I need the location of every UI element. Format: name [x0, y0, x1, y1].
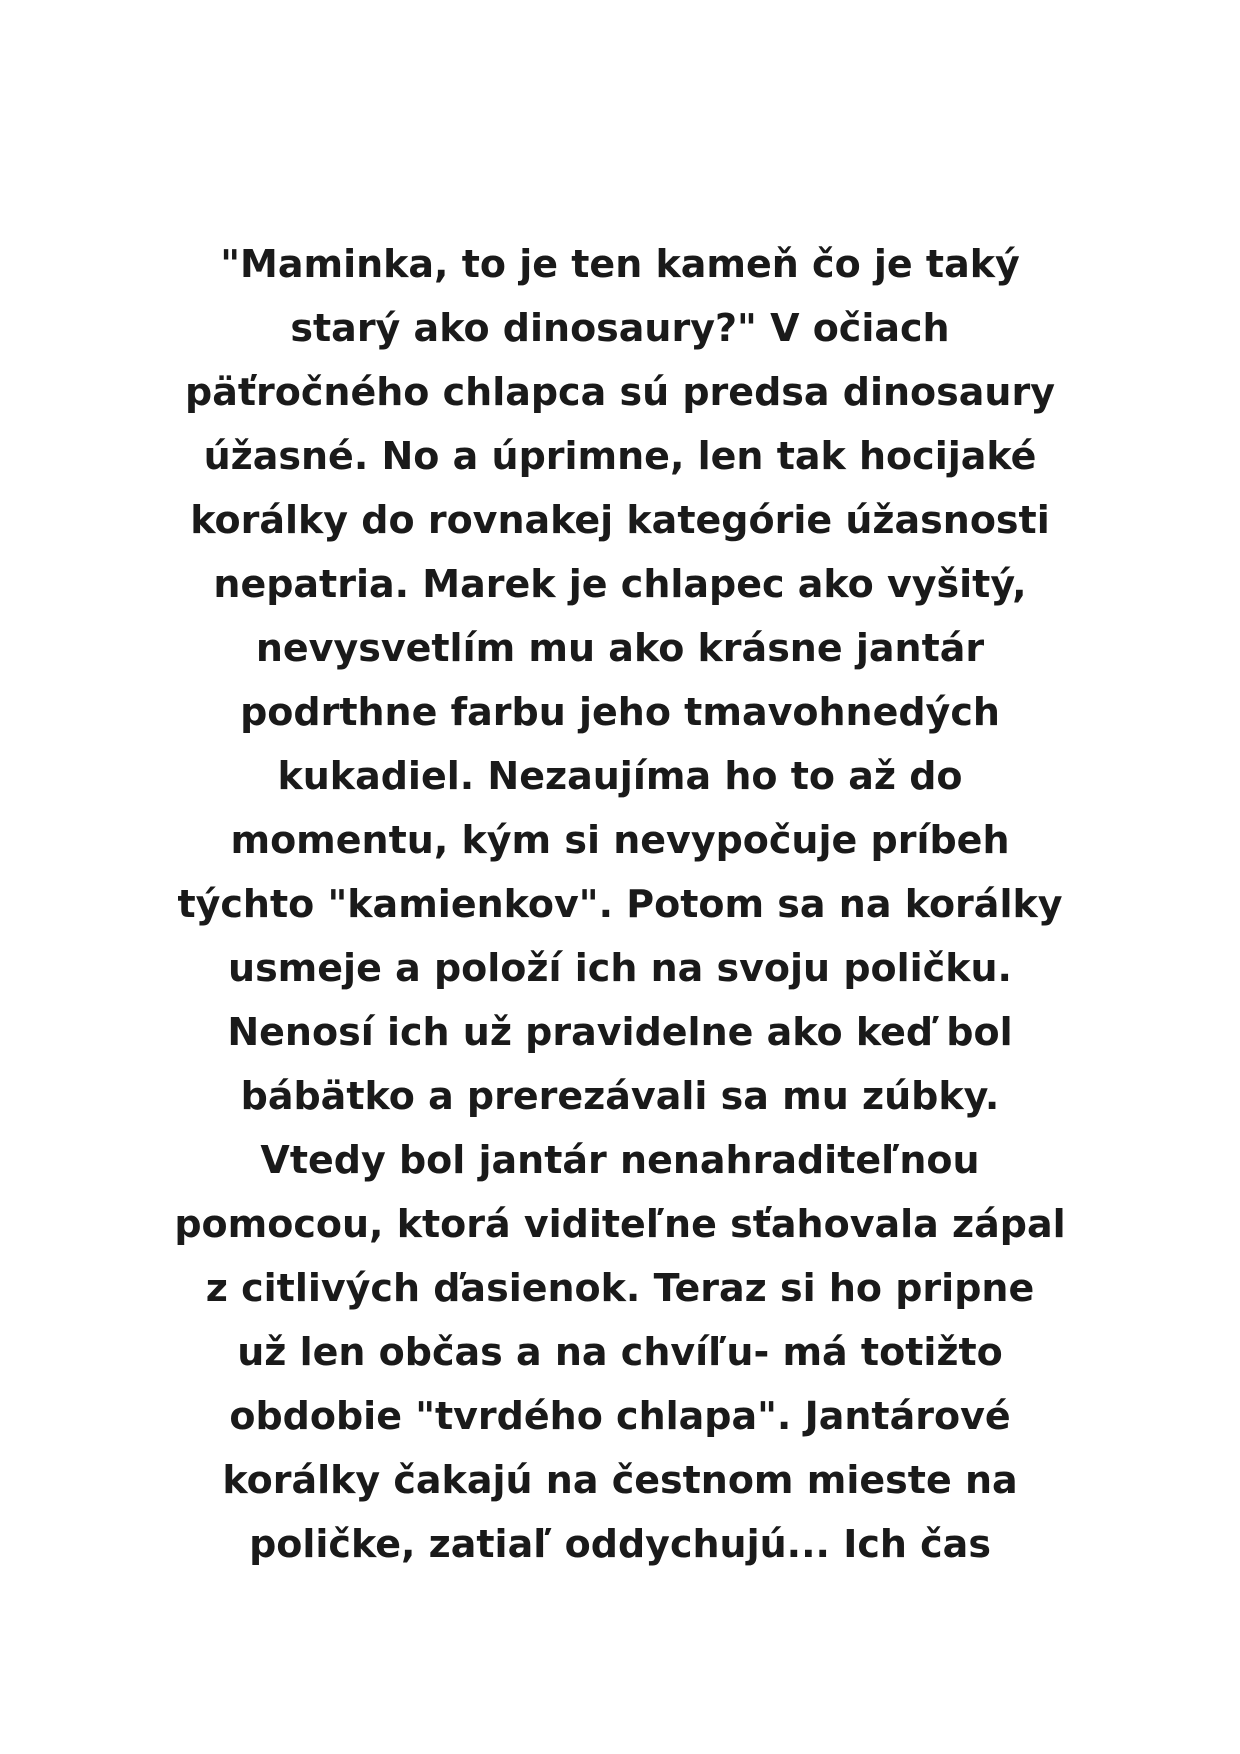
text-line: z citlivých ďasienok. Teraz si ho pripne: [205, 1266, 1035, 1310]
text-line: bábätko a prerezávali sa mu zúbky.: [240, 1074, 1000, 1118]
text-line: Vtedy bol jantár nenahraditeľnou: [260, 1138, 980, 1182]
text-line: usmeje a položí ich na svoju poličku.: [228, 946, 1012, 990]
text-line: nepatria. Marek je chlapec ako vyšitý,: [213, 562, 1027, 606]
text-line: momentu, kým si nevypočuje príbeh: [230, 818, 1010, 862]
text-line: poličke, zatiaľ oddychujú... Ich čas: [249, 1522, 991, 1566]
text-line: podrthne farbu jeho tmavohnedých: [240, 690, 1000, 734]
text-line: korálky do rovnakej kategórie úžasnosti: [190, 498, 1050, 542]
text-line: už len občas a na chvíľu- má totižto: [237, 1330, 1003, 1374]
text-line: týchto "kamienkov". Potom sa na korálky: [177, 882, 1063, 926]
text-line: pomocou, ktorá viditeľne sťahovala zápal: [174, 1202, 1066, 1246]
text-line: obdobie "tvrdého chlapa". Jantárové: [229, 1394, 1011, 1438]
text-line: "Maminka, to je ten kameň čo je taký: [220, 242, 1020, 286]
text-line: korálky čakajú na čestnom mieste na: [222, 1458, 1018, 1502]
text-line: starý ako dinosaury?" V očiach: [290, 306, 950, 350]
text-line: nevysvetlím mu ako krásne jantár: [255, 626, 985, 670]
text-line: úžasné. No a úprimne, len tak hocijaké: [203, 434, 1037, 478]
text-line: päťročného chlapca sú predsa dinosaury: [185, 370, 1055, 414]
text-line: kukadiel. Nezaujíma ho to až do: [277, 754, 963, 798]
story-text: [120, 232, 1120, 1576]
text-line: Nenosí ich už pravidelne ako keď bol: [227, 1010, 1013, 1054]
